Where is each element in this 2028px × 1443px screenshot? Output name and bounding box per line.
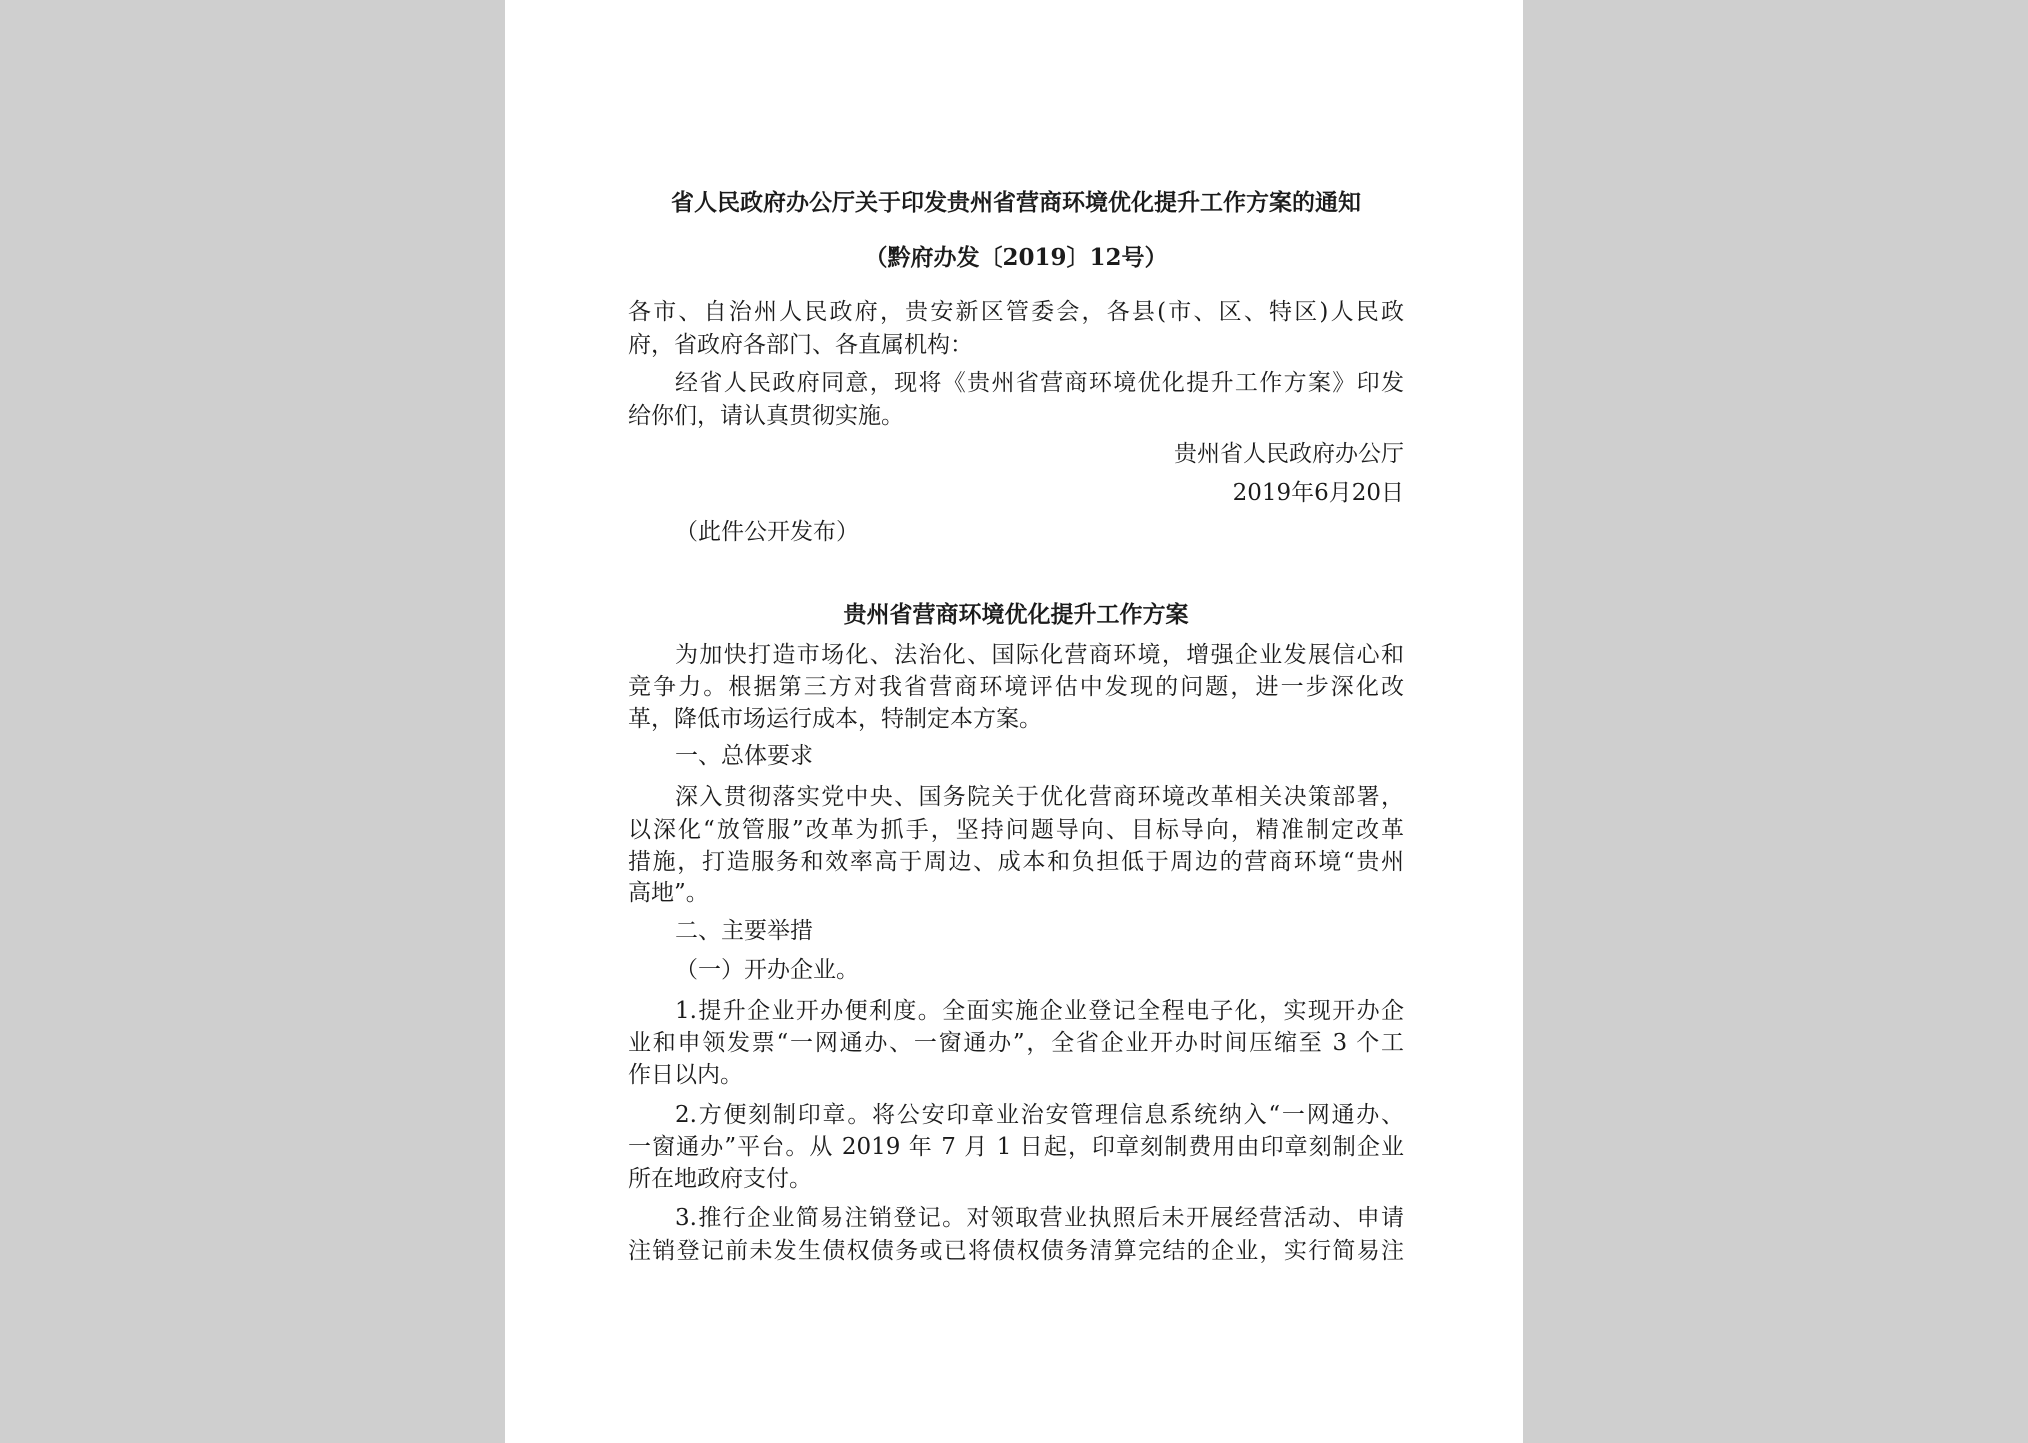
addressee-line: 府，省政府各部门、各直属机构： [628,332,973,358]
item-line: 注销登记前未发生债权债务或已将债权债务清算完结的企业，实行简易注 [628,1238,1404,1264]
plan-title: 贵州省营商环境优化提升工作方案 [843,601,1189,628]
item-line: 3.推行企业简易注销登记。对领取营业执照后未开展经营活动、申请 [675,1205,1404,1231]
intro-line: 为加快打造市场化、法治化、国际化营商环境，增强企业发展信心和 [675,642,1404,668]
publish-note: （此件公开发布） [675,519,859,545]
issue-date: 2019年6月20日 [1232,480,1404,506]
section-paragraph-line: 措施，打造服务和效率高于周边、成本和负担低于周边的营商环境“贵州 [628,849,1404,875]
item-line: 作日以内。 [628,1062,743,1088]
notice-line: 经省人民政府同意，现将《贵州省营商环境优化提升工作方案》印发 [675,370,1404,396]
item-line: 一窗通办”平台。从 2019 年 7 月 1 日起，印章刻制费用由印章刻制企业 [628,1134,1404,1160]
section-paragraph-line: 深入贯彻落实党中央、国务院关于优化营商环境改革相关决策部署， [675,784,1404,810]
addressee-line: 各市、自治州人民政府，贵安新区管委会，各县(市、区、特区)人民政 [628,299,1404,325]
section-paragraph-line: 以深化“放管服”改革为抓手，坚持问题导向、目标导向，精准制定改革 [628,817,1404,843]
item-line: 所在地政府支付。 [628,1166,812,1192]
intro-line: 竞争力。根据第三方对我省营商环境评估中发现的问题，进一步深化改 [628,674,1404,700]
section-heading: 一、总体要求 [675,743,813,769]
item-line: 2.方便刻制印章。将公安印章业治安管理信息系统纳入“一网通办、 [675,1102,1404,1128]
item-line: 1.提升企业开办便利度。全面实施企业登记全程电子化，实现开办企 [675,998,1404,1024]
intro-line: 革，降低市场运行成本，特制定本方案。 [628,706,1042,732]
subsection-heading: （一）开办企业。 [675,957,859,983]
section-heading: 二、主要举措 [675,918,813,944]
issuer: 贵州省人民政府办公厅 [1174,441,1404,467]
item-line: 业和申领发票“一网通办、一窗通办”，全省企业开办时间压缩至 3 个工 [628,1030,1404,1056]
document-page [505,0,1523,1443]
document-title: 省人民政府办公厅关于印发贵州省营商环境优化提升工作方案的通知 [671,189,1361,216]
section-paragraph-line: 高地”。 [628,880,709,906]
document-number: （黔府办发〔2019〕12号） [864,244,1168,271]
notice-line: 给你们，请认真贯彻实施。 [628,403,904,429]
